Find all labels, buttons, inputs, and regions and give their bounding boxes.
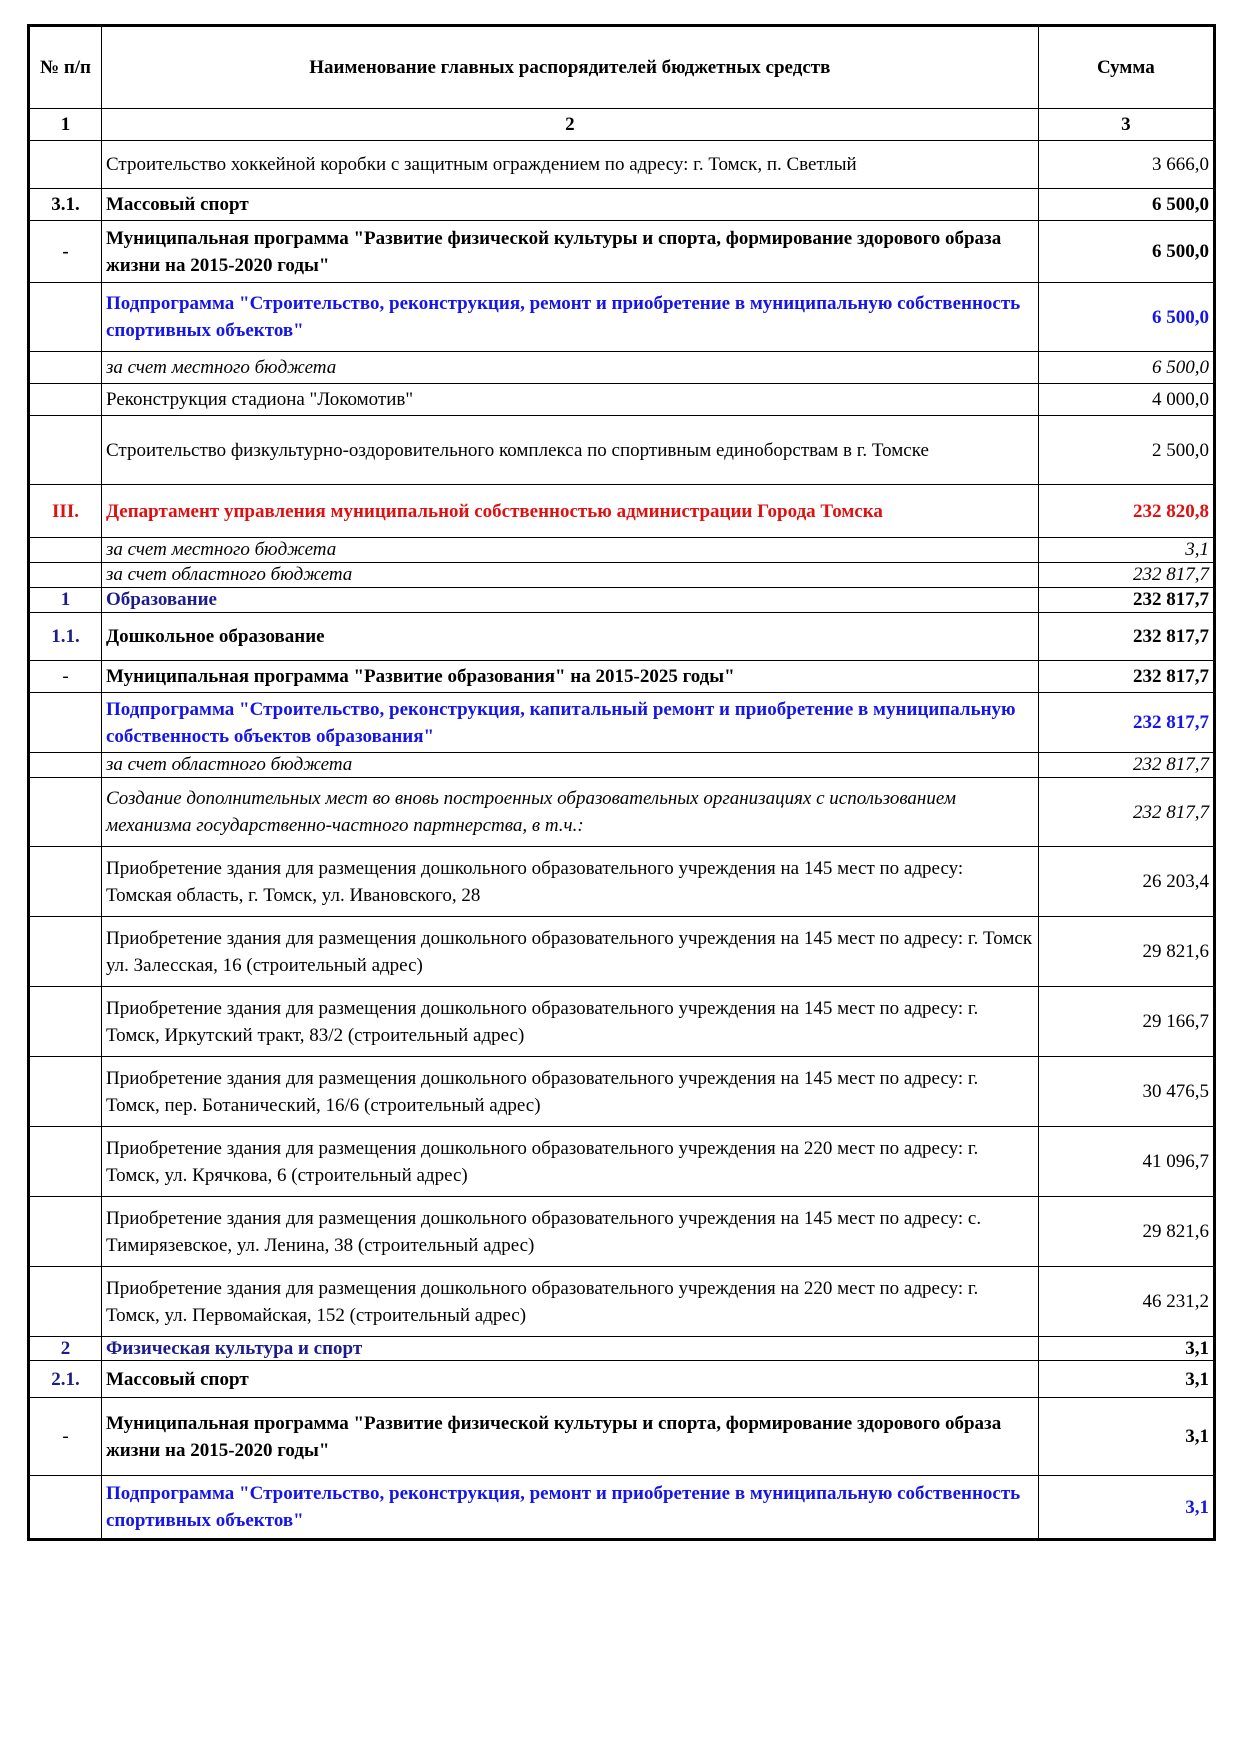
row-name: Департамент управления муниципальной собственностью администрации Города Томска <box>102 485 1039 538</box>
row-number <box>29 1476 102 1540</box>
row-name: за счет местного бюджета <box>102 352 1039 384</box>
table-row <box>29 613 1215 661</box>
row-sum: 6 500,0 <box>1038 221 1214 283</box>
table-row <box>29 1197 1215 1267</box>
row-number <box>29 538 102 563</box>
row-number: 2 <box>29 1337 102 1361</box>
row-number <box>29 352 102 384</box>
row-sum: 232 817,7 <box>1038 563 1214 588</box>
row-name: Приобретение здания для размещения дошкольного образовательного учреждения на 220 мест по адресу: г. Томск, ул. Крячкова, 6 (строительный адрес) <box>102 1127 1039 1197</box>
row-name: Муниципальная программа "Развитие физической культуры и спорта, формирование здорового образа жизни на 2015-2020 годы" <box>102 1398 1039 1476</box>
row-name: Муниципальная программа "Развитие образования" на 2015-2025 годы" <box>102 661 1039 693</box>
row-name: Муниципальная программа "Развитие физической культуры и спорта, формирование здорового образа жизни на 2015-2020 годы" <box>102 221 1039 283</box>
row-sum: 3,1 <box>1038 1398 1214 1476</box>
column-number-2: 2 <box>102 109 1039 141</box>
row-number <box>29 1267 102 1337</box>
row-name: Подпрограмма "Строительство, реконструкция, ремонт и приобретение в муниципальную собственность спортивных объектов" <box>102 1476 1039 1540</box>
row-number <box>29 1127 102 1197</box>
row-number <box>29 1057 102 1127</box>
table-row <box>29 189 1215 221</box>
row-number: 2.1. <box>29 1361 102 1398</box>
row-name: Физическая культура и спорт <box>102 1337 1039 1361</box>
table-row <box>29 1337 1215 1361</box>
table-row <box>29 917 1215 987</box>
row-sum: 29 821,6 <box>1038 1197 1214 1267</box>
row-sum: 29 821,6 <box>1038 917 1214 987</box>
table-row <box>29 693 1215 753</box>
row-sum: 232 817,7 <box>1038 693 1214 753</box>
row-sum: 6 500,0 <box>1038 283 1214 352</box>
row-name: Строительство хоккейной коробки с защитным ограждением по адресу: г. Томск, п. Светлый <box>102 141 1039 189</box>
row-sum: 29 166,7 <box>1038 987 1214 1057</box>
row-sum: 232 817,7 <box>1038 753 1214 778</box>
row-name: за счет областного бюджета <box>102 753 1039 778</box>
row-name: Дошкольное образование <box>102 613 1039 661</box>
row-number <box>29 416 102 485</box>
row-sum: 3,1 <box>1038 1361 1214 1398</box>
table-row <box>29 1476 1215 1540</box>
row-sum: 26 203,4 <box>1038 847 1214 917</box>
row-number <box>29 384 102 416</box>
row-sum: 2 500,0 <box>1038 416 1214 485</box>
row-sum: 3 666,0 <box>1038 141 1214 189</box>
header-col-sum: Сумма <box>1038 26 1214 109</box>
row-name: Строительство физкультурно-оздоровительного комплекса по спортивным единоборствам в г. Томске <box>102 416 1039 485</box>
table-row <box>29 283 1215 352</box>
row-sum: 3,1 <box>1038 1337 1214 1361</box>
row-number <box>29 987 102 1057</box>
row-name: за счет местного бюджета <box>102 538 1039 563</box>
table-row <box>29 141 1215 189</box>
table-row <box>29 778 1215 847</box>
row-sum: 232 817,7 <box>1038 661 1214 693</box>
row-name: за счет областного бюджета <box>102 563 1039 588</box>
row-sum: 232 817,7 <box>1038 778 1214 847</box>
row-number: 3.1. <box>29 189 102 221</box>
table-row <box>29 1361 1215 1398</box>
row-sum: 3,1 <box>1038 1476 1214 1540</box>
table-row <box>29 987 1215 1057</box>
row-number: 1 <box>29 588 102 613</box>
row-name: Приобретение здания для размещения дошкольного образовательного учреждения на 220 мест по адресу: г. Томск, ул. Первомайская, 152 (строительный адрес) <box>102 1267 1039 1337</box>
row-number <box>29 847 102 917</box>
table-row <box>29 847 1215 917</box>
header-col-number: № п/п <box>29 26 102 109</box>
table-row <box>29 563 1215 588</box>
row-name: Приобретение здания для размещения дошкольного образовательного учреждения на 145 мест по адресу: г. Томск, пер. Ботанический, 16/6 (строительный адрес) <box>102 1057 1039 1127</box>
row-name: Подпрограмма "Строительство, реконструкция, ремонт и приобретение в муниципальную собственность спортивных объектов" <box>102 283 1039 352</box>
table-row <box>29 661 1215 693</box>
table-row <box>29 221 1215 283</box>
row-name: Приобретение здания для размещения дошкольного образовательного учреждения на 145 мест по адресу: г. Томск ул. Залесская, 16 (строительный адрес) <box>102 917 1039 987</box>
row-number: 1.1. <box>29 613 102 661</box>
row-number: - <box>29 661 102 693</box>
table-row <box>29 538 1215 563</box>
table-row <box>29 384 1215 416</box>
row-number <box>29 141 102 189</box>
table-row <box>29 588 1215 613</box>
row-sum: 30 476,5 <box>1038 1057 1214 1127</box>
row-sum: 232 817,7 <box>1038 613 1214 661</box>
budget-table <box>27 24 1216 1541</box>
row-name: Приобретение здания для размещения дошкольного образовательного учреждения на 145 мест по адресу: г. Томск, Иркутский тракт, 83/2 (строительный адрес) <box>102 987 1039 1057</box>
row-number: - <box>29 221 102 283</box>
row-number <box>29 753 102 778</box>
row-number: - <box>29 1398 102 1476</box>
row-name: Приобретение здания для размещения дошкольного образовательного учреждения на 145 мест по адресу: с. Тимирязевское, ул. Ленина, 38 (строительный адрес) <box>102 1197 1039 1267</box>
row-sum: 41 096,7 <box>1038 1127 1214 1197</box>
row-name: Реконструкция стадиона "Локомотив" <box>102 384 1039 416</box>
header-col-name: Наименование главных распорядителей бюджетных средств <box>102 26 1039 109</box>
row-name: Приобретение здания для размещения дошкольного образовательного учреждения на 145 мест по адресу: Томская область, г. Томск, ул. Ивановского, 28 <box>102 847 1039 917</box>
row-sum: 232 820,8 <box>1038 485 1214 538</box>
row-number <box>29 693 102 753</box>
row-number <box>29 778 102 847</box>
row-name: Создание дополнительных мест во вновь построенных образовательных организациях с использованием механизма государственно-частного партнерства, в т.ч.: <box>102 778 1039 847</box>
table-row <box>29 1398 1215 1476</box>
row-number <box>29 283 102 352</box>
column-number-3: 3 <box>1038 109 1214 141</box>
row-name: Образование <box>102 588 1039 613</box>
table-row <box>29 1267 1215 1337</box>
row-name: Подпрограмма "Строительство, реконструкция, капитальный ремонт и приобретение в муниципальную собственность объектов образования" <box>102 693 1039 753</box>
row-sum: 46 231,2 <box>1038 1267 1214 1337</box>
row-number <box>29 917 102 987</box>
row-sum: 6 500,0 <box>1038 189 1214 221</box>
table-row <box>29 753 1215 778</box>
row-sum: 4 000,0 <box>1038 384 1214 416</box>
row-name: Массовый спорт <box>102 1361 1039 1398</box>
row-sum: 6 500,0 <box>1038 352 1214 384</box>
row-number <box>29 563 102 588</box>
row-sum: 232 817,7 <box>1038 588 1214 613</box>
row-sum: 3,1 <box>1038 538 1214 563</box>
column-number-1: 1 <box>29 109 102 141</box>
row-number <box>29 1197 102 1267</box>
table-row <box>29 1057 1215 1127</box>
table-row <box>29 485 1215 538</box>
row-number: III. <box>29 485 102 538</box>
table-row <box>29 416 1215 485</box>
table-header-row <box>29 26 1215 109</box>
column-numbers-row <box>29 109 1215 141</box>
row-name: Массовый спорт <box>102 189 1039 221</box>
table-row <box>29 1127 1215 1197</box>
table-row <box>29 352 1215 384</box>
